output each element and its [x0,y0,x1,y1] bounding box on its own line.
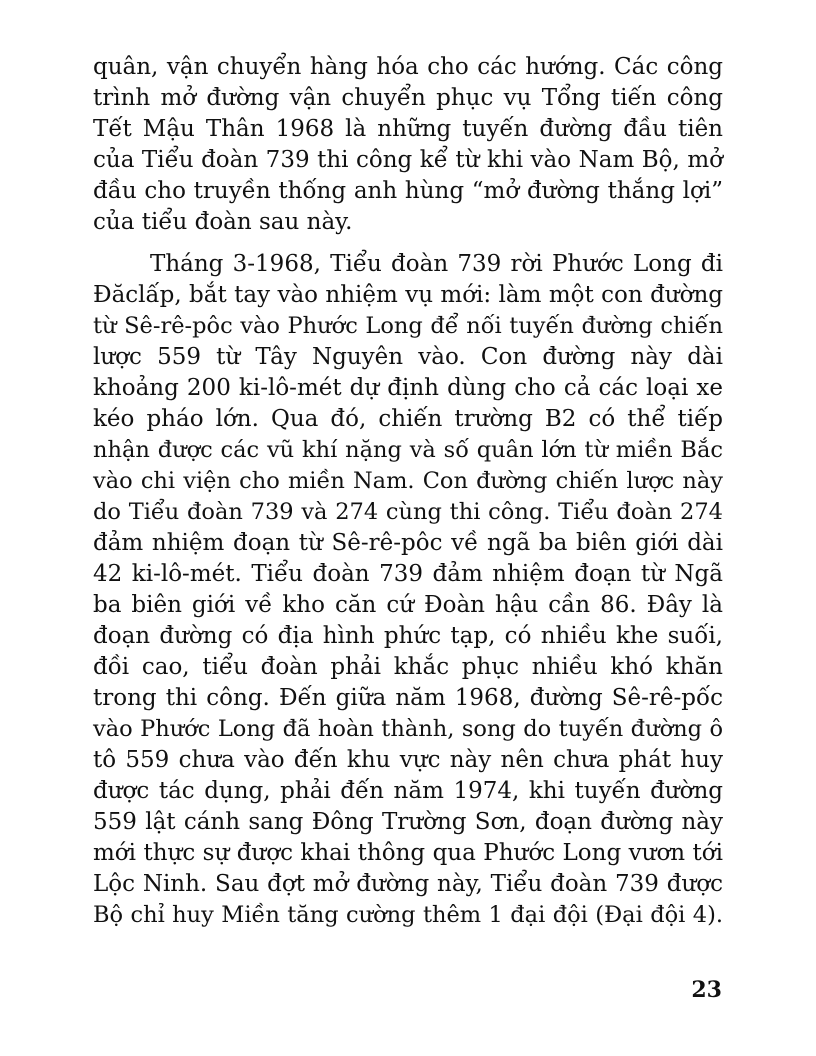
text-line: từ Sê-rê-pôc vào Phước Long để nối tuyến đường chiến [93,313,723,339]
paragraph-2 [93,249,723,931]
text-line: lược 559 từ Tây Nguyên vào. Con đường này dài [93,344,723,370]
paragraph-spacer [93,238,723,249]
text-line: của tiểu đoàn sau này. [93,209,353,235]
text-line: Lộc Ninh. Sau đợt mở đường này, Tiểu đoàn 739 được [93,871,723,897]
text-line: đoạn đường có địa hình phức tạp, có nhiều khe suối, [93,623,723,649]
text-line: ba biên giới về kho căn cứ Đoàn hậu cần 86. Đây là [93,592,723,618]
page-number: 23 [691,977,722,1003]
text-line: khoảng 200 ki-lô-mét dự định dùng cho cả các loại xe [93,375,723,401]
text-line: mới thực sự được khai thông qua Phước Long vươn tới [93,840,723,866]
text-line: Đăclấp, bắt tay vào nhiệm vụ mới: làm một con đường [93,282,723,308]
text-line: tô 559 chưa vào đến khu vực này nên chưa phát huy [93,747,723,773]
text-line: đầu cho truyền thống anh hùng “mở đường thắng lợi” [93,178,723,204]
text-line: vào chi viện cho miền Nam. Con đường chiến lược này [93,468,723,494]
text-line: đồi cao, tiểu đoàn phải khắc phục nhiều khó khăn [93,654,723,680]
text-line: Bộ chỉ huy Miền tăng cường thêm 1 đại đội (Đại đội 4). [93,902,723,928]
text-line: 42 ki-lô-mét. Tiểu đoàn 739 đảm nhiệm đoạn từ Ngã [93,561,723,587]
text-line: đảm nhiệm đoạn từ Sê-rê-pôc về ngã ba biên giới dài [93,530,723,556]
text-line: Tháng 3-1968, Tiểu đoàn 739 rời Phước Long đi [150,251,723,277]
text-line: do Tiểu đoàn 739 và 274 cùng thi công. Tiểu đoàn 274 [93,499,723,525]
page-body [93,52,723,931]
paragraph-1 [93,52,723,238]
text-line: vào Phước Long đã hoàn thành, song do tuyến đường ô [93,716,723,742]
text-line: của Tiểu đoàn 739 thi công kể từ khi vào Nam Bộ, mở [93,147,723,173]
text-line: trình mở đường vận chuyển phục vụ Tổng tiến công [93,85,723,111]
text-line: Tết Mậu Thân 1968 là những tuyến đường đầu tiên [93,116,723,142]
text-line: 559 lật cánh sang Đông Trường Sơn, đoạn đường này [93,809,723,835]
text-line: quân, vận chuyển hàng hóa cho các hướng. Các công [93,54,723,80]
text-line: được tác dụng, phải đến năm 1974, khi tuyến đường [93,778,723,804]
text-line: kéo pháo lớn. Qua đó, chiến trường B2 có thể tiếp [93,406,723,432]
text-line: nhận được các vũ khí nặng và số quân lớn từ miền Bắc [93,437,723,463]
text-line: trong thi công. Đến giữa năm 1968, đường Sê-rê-pốc [93,685,723,711]
